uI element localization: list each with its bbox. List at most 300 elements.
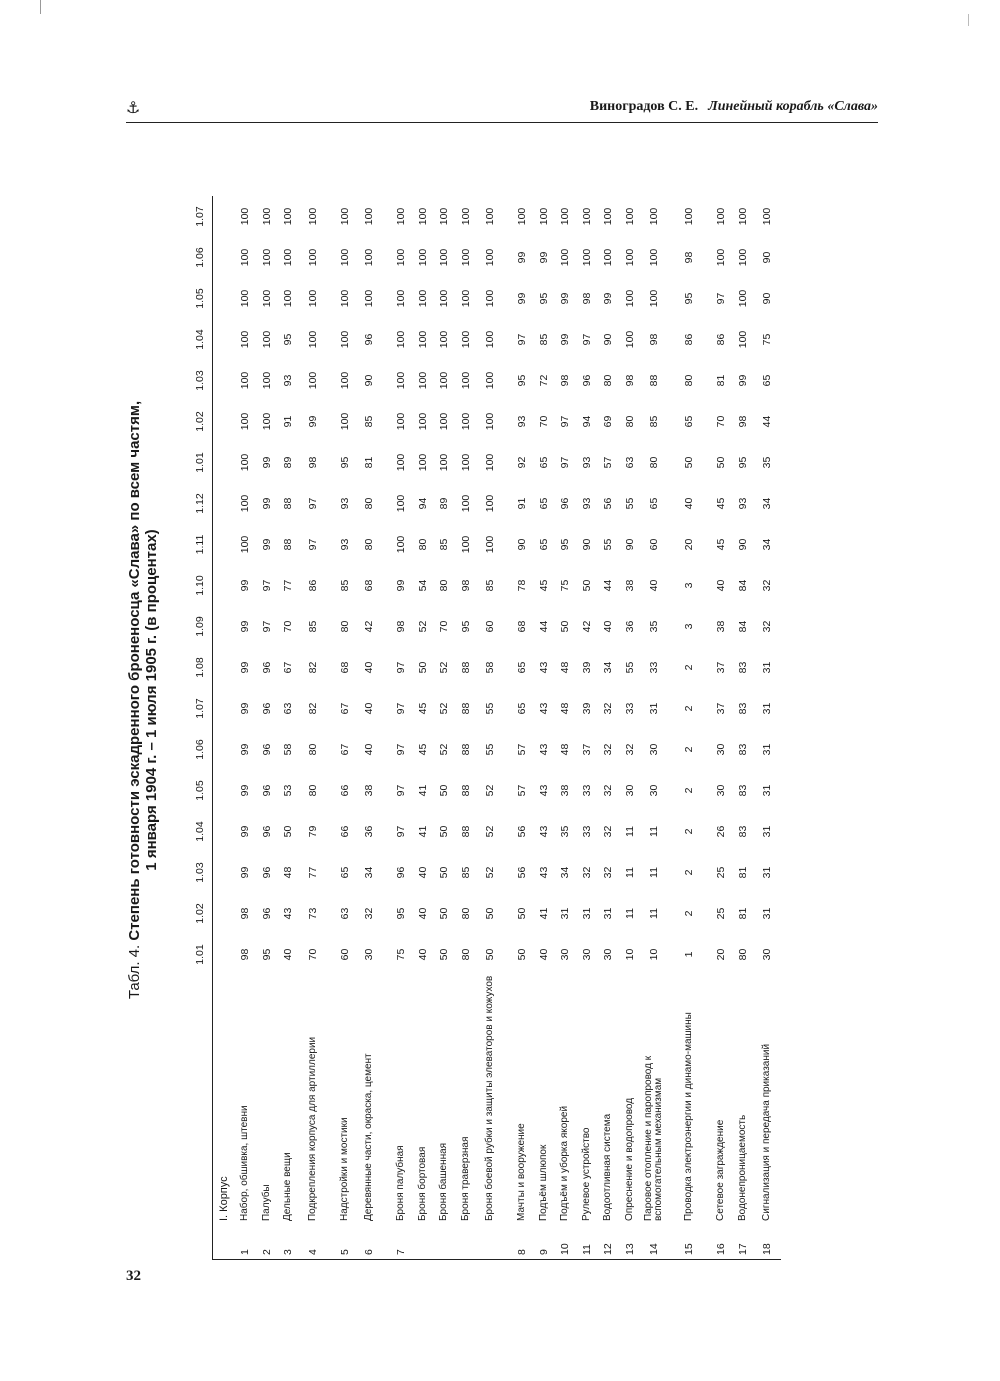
table-cell: 70	[537, 415, 550, 428]
table-cell: 32	[602, 866, 615, 879]
column-header: 1.01	[188, 442, 213, 483]
table-cell: 96	[559, 497, 572, 510]
table-cell: 100	[260, 371, 273, 390]
table-row	[334, 196, 356, 1260]
table-cell: 100	[239, 248, 252, 267]
table-cell: 67	[338, 702, 351, 715]
table-cell: 81	[736, 866, 749, 879]
table-cell: 60	[338, 948, 351, 961]
table-row	[235, 196, 257, 1260]
table-row	[434, 196, 456, 1260]
table-cell	[668, 852, 676, 893]
table-cell: 98	[648, 333, 660, 346]
table-cell: 30	[648, 743, 660, 756]
table-cell: 69	[602, 415, 615, 428]
caption-prefix: Табл. 4.	[126, 944, 143, 1000]
table-cell: 99	[306, 415, 319, 428]
table-cell: 100	[715, 248, 728, 267]
row-label: Опреснение и водопровод	[623, 1097, 635, 1221]
table-cell	[383, 360, 391, 401]
table-cell: 100	[438, 330, 451, 349]
table-cell: 83	[736, 743, 749, 756]
table-cell	[213, 524, 235, 565]
column-header: 1.03	[188, 852, 213, 893]
table-cell	[326, 196, 334, 237]
row-number: 18	[754, 1221, 781, 1260]
rotated-table-area	[126, 140, 876, 1260]
table-cell: 80	[416, 538, 429, 551]
table-cell: 100	[239, 494, 252, 513]
table-cell	[213, 360, 235, 401]
table-cell: 93	[516, 415, 529, 428]
table-cell: 43	[537, 743, 550, 756]
table-cell: 100	[623, 330, 636, 349]
table-cell: 40	[715, 579, 728, 592]
table-cell	[703, 483, 711, 524]
row-number	[434, 1221, 456, 1260]
table-cell	[326, 565, 334, 606]
table-cell: 98	[580, 292, 593, 305]
column-header: 1.08	[188, 647, 213, 688]
table-cell: 37	[715, 661, 728, 674]
table-cell: 100	[395, 371, 408, 390]
table-cell: 70	[306, 948, 319, 961]
table-cell	[213, 196, 235, 237]
table-cell: 95	[395, 907, 408, 920]
table-cell: 50	[580, 579, 593, 592]
table-cell: 100	[282, 248, 295, 267]
table-cell: 90	[516, 538, 529, 551]
table-cell: 97	[395, 661, 408, 674]
table-cell	[213, 319, 235, 360]
table-cell	[504, 278, 512, 319]
table-cell: 2	[683, 746, 695, 753]
table-cell: 100	[338, 330, 351, 349]
table-cell: 97	[395, 784, 408, 797]
table-cell: 100	[260, 248, 273, 267]
table-cell: 80	[306, 784, 319, 797]
table-cell	[213, 278, 235, 319]
table-cell: 100	[416, 207, 429, 226]
table-cell: 52	[484, 784, 496, 797]
table-cell: 31	[761, 702, 773, 715]
table-cell: 58	[282, 743, 295, 756]
table-cell: 88	[459, 743, 472, 756]
table-cell: 99	[559, 333, 572, 346]
row-label: Набор, обшивка, штевни	[239, 1105, 251, 1221]
table-cell: 100	[416, 330, 429, 349]
table-cell	[326, 729, 334, 770]
table-cell: 86	[683, 333, 695, 346]
table-cell: 81	[736, 907, 749, 920]
table-row	[676, 196, 703, 1260]
table-cell: 89	[282, 456, 295, 469]
table-cell: 40	[282, 948, 295, 961]
table-cell: 88	[282, 538, 295, 551]
table-cell	[504, 893, 512, 934]
table-cell: 35	[559, 825, 572, 838]
table-cell: 100	[395, 330, 408, 349]
table-cell: 39	[580, 661, 593, 674]
table-cell: 100	[736, 248, 749, 267]
table-cell: 30	[623, 784, 636, 797]
table-cell: 99	[260, 538, 273, 551]
table-cell: 38	[559, 784, 572, 797]
row-number: 4	[299, 1221, 326, 1260]
table-cell: 93	[580, 456, 593, 469]
caption-line2: 1 января 1904 г. – 1 июля 1905 г. (в процентах)	[143, 529, 160, 871]
table-cell: 44	[602, 579, 615, 592]
table-cell: 83	[736, 825, 749, 838]
table-cell: 50	[715, 456, 728, 469]
table-cell: 38	[623, 579, 636, 592]
table-cell: 45	[715, 538, 728, 551]
column-header: 1.05	[188, 770, 213, 811]
table-cell: 100	[306, 289, 319, 308]
table-cell	[703, 442, 711, 483]
table-cell: 100	[260, 289, 273, 308]
table-cell: 85	[363, 415, 375, 428]
table-cell: 52	[438, 702, 451, 715]
table-cell: 56	[516, 866, 529, 879]
table-cell: 100	[438, 412, 451, 431]
table-cell: 34	[363, 866, 375, 879]
table-cell: 48	[559, 743, 572, 756]
table-cell	[326, 770, 334, 811]
table-cell: 100	[438, 371, 451, 390]
table-cell: 88	[282, 497, 295, 510]
page-number: 32	[126, 1268, 141, 1284]
table-cell: 100	[338, 207, 351, 226]
table-cell: 50	[438, 825, 451, 838]
table-cell	[668, 606, 676, 647]
table-cell: 100	[395, 494, 408, 513]
table-cell: 31	[580, 907, 593, 920]
readiness-table	[188, 196, 781, 1260]
table-cell: 80	[623, 415, 636, 428]
table-cell: 11	[648, 826, 660, 837]
header-text	[590, 99, 878, 115]
table-cell	[326, 360, 334, 401]
table-cell: 48	[559, 702, 572, 715]
table-cell: 97	[306, 538, 319, 551]
table-cell: 50	[484, 948, 496, 961]
table-cell: 82	[306, 702, 319, 715]
column-header: 1.10	[188, 565, 213, 606]
row-number	[504, 1221, 512, 1260]
table-cell: 80	[459, 907, 472, 920]
table-cell: 50	[516, 948, 529, 961]
table-row	[641, 196, 668, 1260]
table-cell: 99	[239, 702, 252, 715]
table-cell: 56	[516, 825, 529, 838]
table-cell: 100	[438, 289, 451, 308]
row-label: Палубы	[260, 1184, 272, 1221]
row-label: Водоотливная система	[602, 1113, 614, 1221]
table-cell: 99	[239, 784, 252, 797]
table-cell: 65	[516, 702, 529, 715]
column-header: 1.04	[188, 319, 213, 360]
table-cell	[504, 729, 512, 770]
table-row	[619, 196, 641, 1260]
table-cell	[504, 647, 512, 688]
table-cell	[213, 401, 235, 442]
table-cell	[703, 688, 711, 729]
table-cell	[504, 770, 512, 811]
table-cell: 30	[363, 948, 375, 961]
table-cell: 66	[338, 825, 351, 838]
table-cell: 90	[761, 251, 773, 264]
table-cell: 100	[239, 535, 252, 554]
table-cell	[504, 811, 512, 852]
table-row	[412, 196, 434, 1260]
table-cell	[383, 524, 391, 565]
table-cell: 85	[306, 620, 319, 633]
table-cell: 40	[416, 866, 429, 879]
table-cell: 100	[516, 207, 529, 226]
table-cell: 94	[416, 497, 429, 510]
table-cell: 11	[623, 867, 636, 878]
table-cell: 77	[282, 579, 295, 592]
table-cell	[383, 442, 391, 483]
table-cell: 95	[559, 538, 572, 551]
table-cell: 50	[438, 784, 451, 797]
table-cell: 98	[683, 251, 695, 264]
table-cell: 79	[306, 825, 319, 838]
row-number: 11	[576, 1221, 598, 1260]
column-header: 1.02	[188, 893, 213, 934]
table-cell: 100	[559, 207, 572, 226]
table-cell: 100	[761, 207, 773, 226]
table-cell: 75	[395, 948, 408, 961]
table-cell: 95	[516, 374, 529, 387]
table-cell	[504, 565, 512, 606]
table-cell: 98	[736, 415, 749, 428]
table-cell: 96	[260, 825, 273, 838]
table-cell: 68	[338, 661, 351, 674]
table-cell: 52	[484, 866, 496, 879]
table-cell: 48	[282, 866, 295, 879]
table-cell: 100	[559, 248, 572, 267]
table-cell	[703, 319, 711, 360]
table-cell	[213, 893, 235, 934]
table-cell	[383, 647, 391, 688]
section-row	[213, 196, 235, 1260]
table-cell: 95	[260, 948, 273, 961]
table-row	[356, 196, 383, 1260]
table-cell: 100	[484, 453, 496, 472]
table-cell	[383, 934, 391, 975]
anchor-icon: ⚓	[126, 98, 141, 117]
table-cell	[668, 811, 676, 852]
table-cell	[504, 975, 512, 1221]
table-cell: 26	[715, 825, 728, 838]
table-cell	[326, 893, 334, 934]
table-cell: 35	[648, 620, 660, 633]
running-header	[126, 96, 878, 123]
table-cell	[326, 934, 334, 975]
table-cell: 32	[623, 743, 636, 756]
table-cell: 33	[580, 825, 593, 838]
table-row	[391, 196, 413, 1260]
table-row	[533, 196, 555, 1260]
column-header: 1.04	[188, 811, 213, 852]
table-cell: 32	[761, 579, 773, 592]
table-cell: 85	[484, 579, 496, 592]
table-cell: 100	[623, 248, 636, 267]
table-cell: 20	[715, 948, 728, 961]
table-cell: 83	[736, 702, 749, 715]
table-cell	[668, 483, 676, 524]
table-cell: 65	[648, 497, 660, 510]
table-cell	[504, 606, 512, 647]
row-label: Подкрепления корпуса для артиллерии	[306, 1036, 318, 1221]
table-cell: 35	[761, 456, 773, 469]
row-label: Броня траверзная	[459, 1136, 471, 1221]
table-row	[711, 196, 733, 1260]
table-cell: 32	[602, 743, 615, 756]
table-cell: 68	[363, 579, 375, 592]
table-cell: 96	[395, 866, 408, 879]
row-number	[703, 1221, 711, 1260]
table-cell: 93	[282, 374, 295, 387]
table-cell: 54	[416, 579, 429, 592]
table-cell	[504, 401, 512, 442]
table-cell: 100	[484, 535, 496, 554]
table-row	[278, 196, 300, 1260]
table-cell: 50	[282, 825, 295, 838]
table-cell: 75	[559, 579, 572, 592]
table-cell: 2	[683, 910, 695, 917]
table-cell: 98	[239, 948, 252, 961]
table-cell: 100	[416, 412, 429, 431]
table-cell: 58	[484, 661, 496, 674]
table-cell	[703, 606, 711, 647]
table-cell: 31	[761, 784, 773, 797]
row-label: Паровое отопление и паропровод к вспомогательным механизмам	[643, 1055, 664, 1221]
table-cell: 50	[484, 907, 496, 920]
column-header: 1.05	[188, 278, 213, 319]
table-cell	[383, 688, 391, 729]
table-cell: 100	[395, 412, 408, 431]
table-cell: 30	[761, 948, 773, 961]
table-cell: 45	[715, 497, 728, 510]
table-cell: 65	[683, 415, 695, 428]
table-cell: 100	[338, 248, 351, 267]
table-cell: 94	[580, 415, 593, 428]
table-cell: 85	[648, 415, 660, 428]
table-cell: 100	[459, 207, 472, 226]
table-cell: 96	[260, 661, 273, 674]
table-row	[576, 196, 598, 1260]
table-cell: 68	[516, 620, 529, 633]
table-cell: 100	[459, 535, 472, 554]
column-header: 1.07	[188, 196, 213, 237]
table-cell	[668, 565, 676, 606]
header-num	[188, 1221, 213, 1260]
table-header-row	[188, 196, 213, 1260]
table-cell: 100	[648, 207, 660, 226]
table-cell	[668, 770, 676, 811]
table-cell: 100	[239, 330, 252, 349]
table-row	[754, 196, 781, 1260]
table-cell	[668, 401, 676, 442]
table-cell: 91	[282, 415, 295, 428]
table-cell	[668, 360, 676, 401]
table-cell: 98	[459, 579, 472, 592]
table-cell: 96	[260, 702, 273, 715]
table-cell: 85	[537, 333, 550, 346]
table-cell: 98	[239, 907, 252, 920]
row-number: 14	[641, 1221, 668, 1260]
table-cell	[326, 401, 334, 442]
table-cell: 36	[363, 825, 375, 838]
table-cell: 55	[623, 661, 636, 674]
table-cell	[703, 360, 711, 401]
table-cell	[504, 524, 512, 565]
table-cell	[703, 934, 711, 975]
table-cell: 32	[363, 907, 375, 920]
table-cell: 100	[306, 330, 319, 349]
table-cell	[703, 565, 711, 606]
row-number: 12	[598, 1221, 620, 1260]
table-cell: 86	[306, 579, 319, 592]
table-cell: 31	[761, 743, 773, 756]
table-cell	[668, 237, 676, 278]
table-cell: 100	[416, 289, 429, 308]
table-cell	[213, 442, 235, 483]
table-cell: 31	[761, 661, 773, 674]
column-header: 1.01	[188, 934, 213, 975]
table-cell: 63	[623, 456, 636, 469]
table-row	[256, 196, 278, 1260]
table-cell: 3	[683, 582, 695, 589]
table-cell: 48	[559, 661, 572, 674]
table-cell: 40	[416, 907, 429, 920]
table-cell: 99	[559, 292, 572, 305]
table-cell: 99	[516, 251, 529, 264]
column-header: 1.09	[188, 606, 213, 647]
table-cell: 96	[260, 743, 273, 756]
table-cell: 80	[736, 948, 749, 961]
table-cell: 1	[683, 951, 695, 958]
table-cell: 100	[239, 371, 252, 390]
row-label: Подъём шлюпок	[537, 1144, 549, 1221]
table-cell	[383, 196, 391, 237]
table-cell: 43	[537, 702, 550, 715]
table-cell: 100	[338, 412, 351, 431]
table-cell: 99	[239, 825, 252, 838]
table-cell: 2	[683, 705, 695, 712]
table-cell: 90	[623, 538, 636, 551]
table-cell: 100	[459, 330, 472, 349]
table-cell: 43	[537, 784, 550, 797]
table-cell: 39	[580, 702, 593, 715]
table-cell: 88	[459, 825, 472, 838]
table-cell	[504, 934, 512, 975]
table-cell: 80	[363, 538, 375, 551]
table-cell: 31	[761, 907, 773, 920]
table-cell: 100	[459, 289, 472, 308]
table-cell: 100	[602, 248, 615, 267]
table-cell: 98	[306, 456, 319, 469]
row-number	[213, 1221, 235, 1260]
table-cell	[703, 196, 711, 237]
table-cell	[668, 975, 676, 1221]
table-cell: 100	[484, 494, 496, 513]
table-cell: 77	[306, 866, 319, 879]
table-cell: 100	[736, 289, 749, 308]
